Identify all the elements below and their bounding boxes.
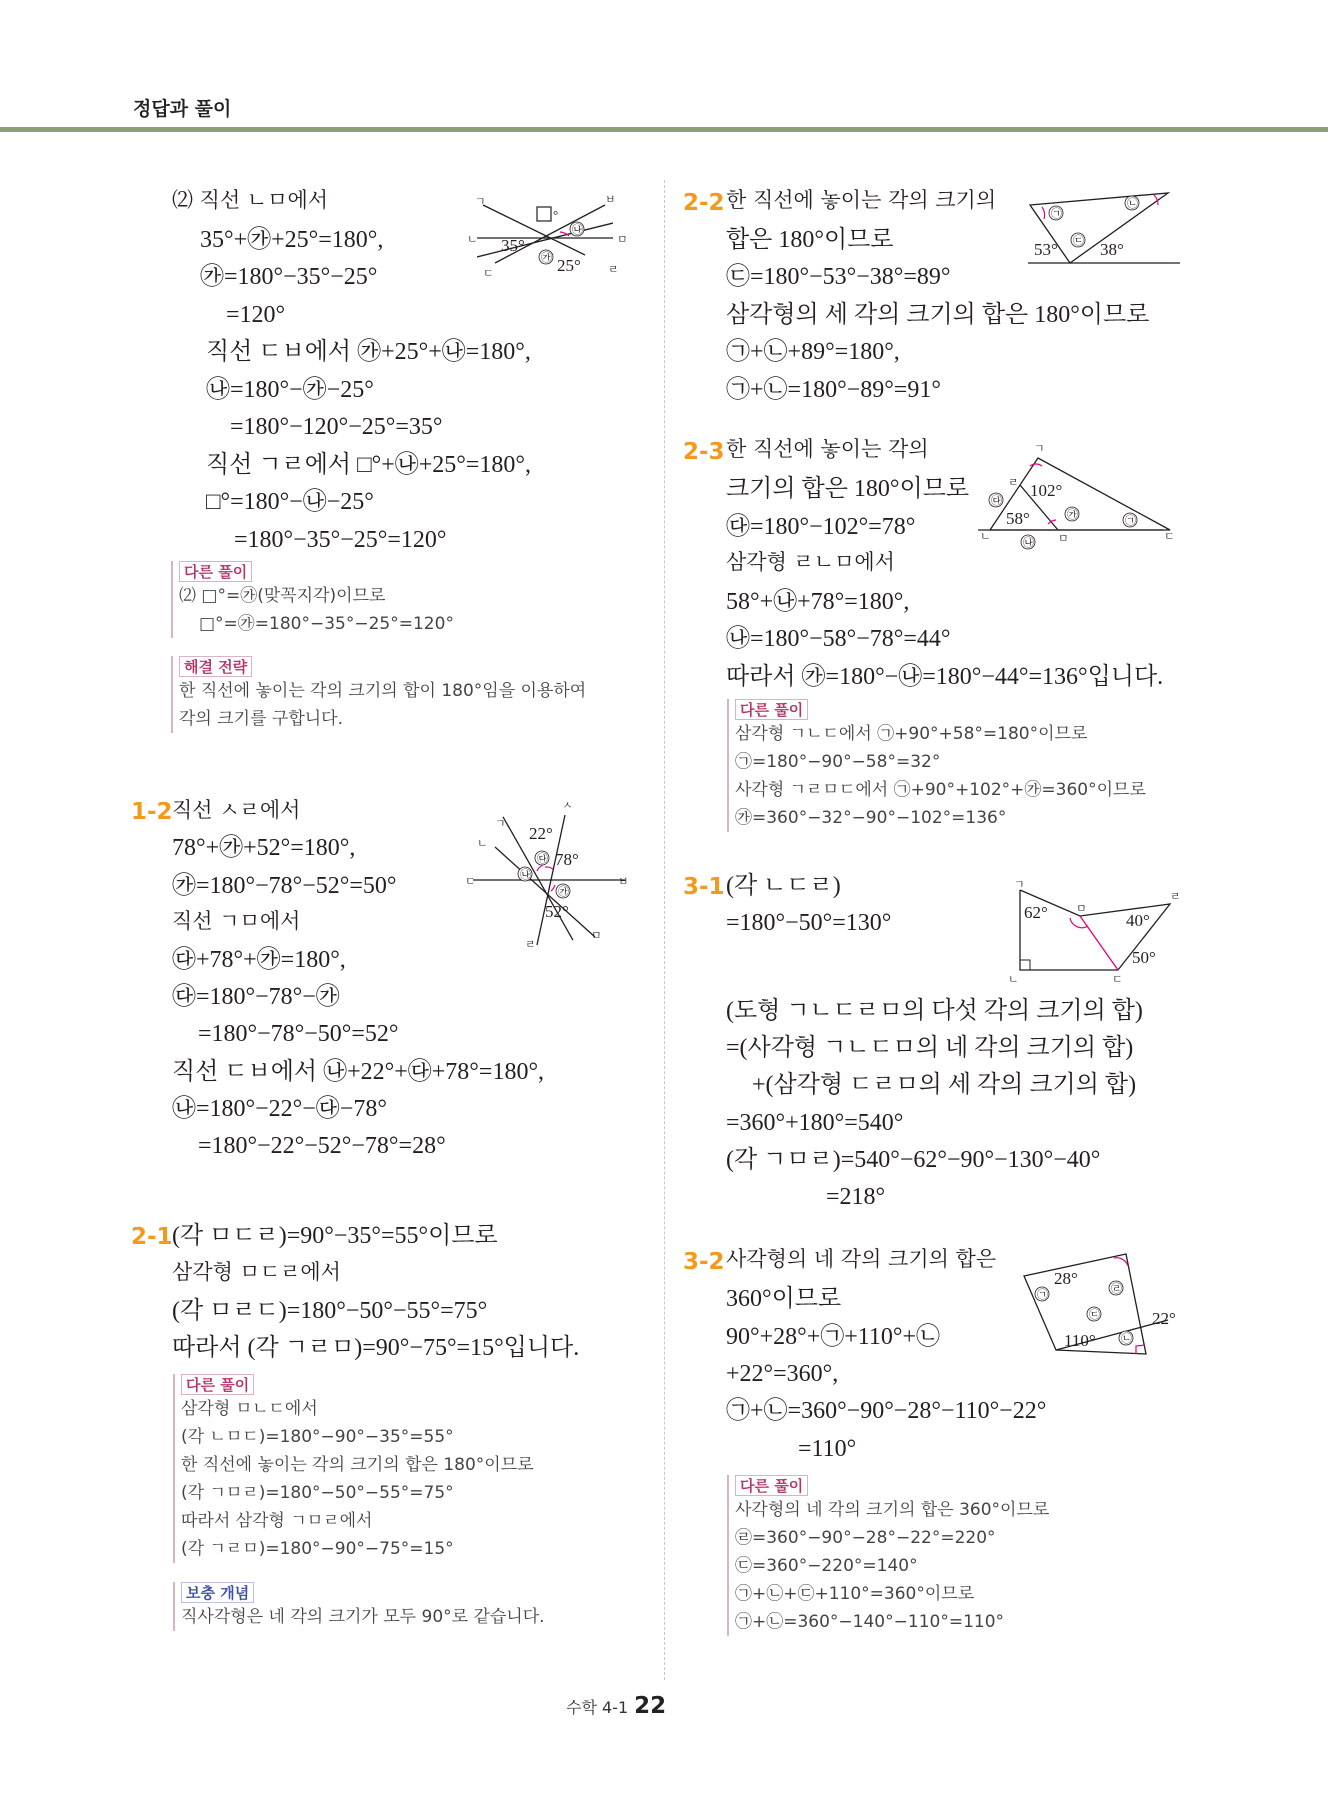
point-label: ㄴ	[467, 233, 478, 246]
point-label: ㅁ	[617, 233, 628, 246]
angle-marker: ㉯	[572, 223, 583, 236]
note-line: ⑵ □°=㉮(맞꼭지각)이므로	[179, 586, 386, 606]
note-line: ㉢=360°−220°=140°	[735, 1556, 918, 1576]
angle-marker: ㉣	[1111, 1282, 1122, 1295]
point-label: ㄴ	[477, 837, 488, 850]
angle-marker: ㉮	[541, 251, 552, 264]
solution-line: 78°+㉮+52°=180°,	[172, 835, 356, 861]
solution-line: ㉠+㉡+89°=180°,	[726, 339, 900, 365]
solution-line: ⑵ 직선 ㄴㅁ에서	[172, 188, 329, 212]
solution-line: =120°	[226, 302, 286, 328]
point-label: ㄹ	[1008, 476, 1019, 489]
solution-line: =180°−22°−52°−78°=28°	[198, 1133, 446, 1159]
point-label: ㄷ	[483, 267, 494, 280]
solution-line: ㉯=180°−㉮−25°	[206, 377, 374, 403]
solution-line: ㉰=180°−102°=78°	[726, 514, 916, 540]
solution-line: =180°−35°−25°=120°	[234, 527, 447, 553]
point-label: ㅁ	[1076, 902, 1087, 915]
unknown-angle-box	[537, 207, 551, 221]
solution-line: ㉯=180°−22°−㉰−78°	[172, 1096, 387, 1122]
page-number: 22	[634, 1693, 667, 1719]
angle-label: 58°	[1006, 509, 1030, 528]
note-line: (각 ㄴㅁㄷ)=180°−90°−35°=55°	[181, 1427, 454, 1447]
problem-number: 2-3	[683, 439, 725, 465]
angle-label: 78°	[555, 850, 579, 869]
solution-line: =360°+180°=540°	[726, 1110, 904, 1136]
angle-marker: ㉮	[558, 885, 569, 898]
note-line: 삼각형 ㄱㄴㄷ에서 ㉠+90°+58°=180°이므로	[735, 724, 1088, 744]
angle-marker: ㉡	[1127, 197, 1138, 210]
solution-line: 따라서 ㉮=180°−㉯=180°−44°=136°입니다.	[726, 664, 1164, 690]
problem-number: 3-2	[683, 1249, 725, 1275]
note-line: 삼각형 ㅁㄴㄷ에서	[181, 1399, 318, 1419]
angle-label: 62°	[1024, 903, 1048, 922]
point-label: ㄷ	[1164, 530, 1175, 543]
note-title: 해결 전략	[179, 656, 252, 677]
solution-line: +(삼각형 ㄷㄹㅁ의 세 각의 크기의 합)	[752, 1072, 1137, 1098]
angle-marker: ㉯	[520, 868, 531, 881]
solution-line: =180°−78°−50°=52°	[198, 1021, 399, 1047]
problem-number: 1-2	[131, 799, 173, 825]
note-title: 다른 풀이	[735, 699, 808, 720]
angle-marker: ㉠	[1051, 207, 1062, 220]
point-label: ㄱ	[1034, 442, 1045, 455]
angle-marker: ㉠	[1037, 1288, 1048, 1301]
note-line: ㉠+㉡=360°−140°−110°=110°	[735, 1612, 1005, 1632]
angle-marker: ㉡	[1121, 1332, 1132, 1345]
note-line: ㉣=360°−90°−28°−22°=220°	[735, 1528, 996, 1548]
point-label: ㅁ	[591, 929, 602, 942]
angle-marker: ㉢	[1073, 234, 1084, 247]
solution-line: 삼각형의 세 각의 크기의 합은 180°이므로	[726, 302, 1150, 328]
figure-pentagon-3-1	[1008, 880, 1183, 985]
note-strategy	[171, 656, 586, 733]
note-line: (각 ㄱㅁㄹ)=180°−50°−55°=75°	[181, 1483, 454, 1503]
solution-line: 삼각형 ㅁㄷㄹ에서	[172, 1260, 341, 1284]
page-header-title: 정답과 풀이	[133, 98, 232, 120]
point-label: ㄱ	[1014, 880, 1025, 891]
note-line: 한 직선에 놓이는 각의 크기의 합이 180°임을 이용하여	[179, 681, 587, 701]
angle-label: 110°	[1064, 1331, 1096, 1350]
solution-line: 한 직선에 놓이는 각의	[726, 437, 929, 461]
solution-line: =180°−50°=130°	[726, 910, 892, 936]
angle-label: 25°	[557, 256, 581, 275]
note-line: ㉮=360°−32°−90°−102°=136°	[735, 808, 1007, 828]
solution-line: 360°이므로	[726, 1286, 842, 1312]
note-supplement	[173, 1582, 545, 1631]
point-label: ㄴ	[1008, 973, 1019, 985]
solution-line: 크기의 합은 180°이므로	[726, 476, 970, 502]
angle-marker: ㉠	[1125, 514, 1136, 527]
figure-crossing-lines-1	[465, 185, 635, 285]
solution-line: =(사각형 ㄱㄴㄷㅁ의 네 각의 크기의 합)	[726, 1035, 1134, 1061]
note-line: 각의 크기를 구합니다.	[179, 709, 344, 729]
note-alternative-3	[727, 699, 1146, 832]
note-title: 보충 개념	[181, 1582, 254, 1603]
note-line: 직사각형은 네 각의 크기가 모두 90°로 같습니다.	[181, 1607, 545, 1627]
solution-line: ㉠+㉡=360°−90°−28°−110°−22°	[726, 1398, 1047, 1424]
solution-line: 35°+㉮+25°=180°,	[200, 227, 384, 253]
point-label: ㄹ	[525, 938, 536, 950]
angle-marker: ㉢	[1089, 1308, 1100, 1321]
solution-line: 직선 ㄷㅂ에서 ㉯+22°+㉰+78°=180°,	[172, 1059, 545, 1085]
note-line: 사각형의 네 각의 크기의 합은 360°이므로	[735, 1500, 1050, 1520]
solution-line: 직선 ㄷㅂ에서 ㉮+25°+㉯=180°,	[206, 339, 531, 365]
solution-line: +22°=360°,	[726, 1361, 839, 1387]
column-divider	[664, 180, 665, 1680]
solution-line: =218°	[826, 1184, 886, 1210]
problem-number: 3-1	[683, 874, 725, 900]
note-line: ㉠+㉡+㉢+110°=360°이므로	[735, 1584, 975, 1604]
point-label: ㄹ	[608, 263, 619, 276]
solution-line: (각 ㄱㅁㄹ)=540°−62°−90°−130°−40°	[726, 1147, 1101, 1173]
degree-mark: °	[553, 207, 559, 222]
problem-number: 2-2	[683, 190, 725, 216]
solution-line: =180°−120°−25°=35°	[230, 414, 443, 440]
solution-line: (각 ㅁㄷㄹ)=90°−35°=55°이므로	[172, 1223, 498, 1249]
angle-label: 53°	[1034, 240, 1058, 259]
figure-triangle-2-3	[978, 440, 1183, 550]
point-label: ㄹ	[1170, 890, 1181, 903]
solution-line: ㉮=180°−78°−52°=50°	[172, 873, 397, 899]
solution-line: 직선 ㄱㅁ에서	[172, 909, 301, 933]
figure-crossing-lines-2	[465, 795, 635, 950]
solution-line: 직선 ㅅㄹ에서	[172, 798, 301, 822]
angle-label: 52°	[545, 902, 569, 921]
solution-line: 직선 ㄱㄹ에서 □°+㉯+25°=180°,	[206, 452, 531, 478]
angle-marker: ㉯	[1023, 536, 1034, 549]
solution-line: 한 직선에 놓이는 각의 크기의	[726, 188, 997, 212]
solution-line: ㉢=180°−53°−38°=89°	[726, 264, 951, 290]
solution-line: ㉯=180°−58°−78°=44°	[726, 626, 951, 652]
point-label: ㅂ	[618, 875, 629, 888]
solution-line: 사각형의 네 각의 크기의 합은	[726, 1247, 997, 1271]
solution-line: =110°	[798, 1436, 857, 1462]
angle-label: 35°	[501, 236, 525, 255]
note-title: 다른 풀이	[181, 1374, 254, 1395]
solution-line: ㉰+78°+㉮=180°,	[172, 947, 346, 973]
point-label: ㄴ	[980, 530, 991, 543]
solution-line: 합은 180°이므로	[726, 227, 894, 253]
point-label: ㅅ	[562, 799, 573, 812]
angle-label: 22°	[1152, 1309, 1176, 1328]
note-line: 한 직선에 놓이는 각의 크기의 합은 180°이므로	[181, 1455, 534, 1475]
solution-line: 따라서 (각 ㄱㄹㅁ)=90°−75°=15°입니다.	[172, 1335, 580, 1361]
note-line: □°=㉮=180°−35°−25°=120°	[199, 614, 454, 634]
figure-triangle-2-2	[1028, 185, 1183, 270]
solution-line: (도형 ㄱㄴㄷㄹㅁ의 다섯 각의 크기의 합)	[726, 998, 1143, 1024]
point-label: ㅁ	[1058, 532, 1069, 545]
point-label: ㅂ	[605, 193, 616, 206]
solution-line: ㉮=180°−35°−25°	[200, 264, 378, 290]
solution-line: ㉠+㉡=180°−89°=91°	[726, 377, 941, 403]
point-label: ㄷ	[1112, 973, 1123, 985]
note-title: 다른 풀이	[735, 1475, 808, 1496]
angle-label: 102°	[1030, 481, 1063, 500]
solution-line: □°=180°−㉯−25°	[206, 489, 374, 515]
note-line: (각 ㄱㄹㅁ)=180°−90°−75°=15°	[181, 1539, 454, 1559]
angle-label: 28°	[1054, 1269, 1078, 1288]
angle-label: 22°	[529, 824, 553, 843]
figure-quadrilateral-3-2	[1018, 1250, 1183, 1365]
solution-line: (각 ㅁㄹㄷ)=180°−50°−55°=75°	[172, 1298, 488, 1324]
angle-marker: ㉮	[1067, 508, 1078, 521]
note-line: ㉠=180°−90°−58°=32°	[735, 752, 941, 772]
point-label: ㄱ	[495, 817, 506, 830]
header-divider	[0, 127, 1328, 132]
angle-marker: ㉰	[991, 494, 1002, 507]
note-line: 사각형 ㄱㄹㅁㄷ에서 ㉠+90°+102°+㉮=360°이므로	[735, 780, 1146, 800]
problem-number: 2-1	[131, 1224, 173, 1250]
point-label: ㄷ	[465, 875, 476, 888]
page-footer	[566, 1693, 666, 1719]
angle-label: 40°	[1126, 911, 1150, 930]
angle-marker: ㉰	[537, 852, 548, 865]
angle-label: 38°	[1100, 240, 1124, 259]
solution-line: (각 ㄴㄷㄹ)	[726, 873, 841, 899]
point-label: ㄱ	[475, 195, 486, 208]
solution-line: ㉰=180°−78°−㉮	[172, 984, 340, 1010]
note-alternative-2	[173, 1374, 534, 1563]
footer-subject: 수학 4-1	[566, 1698, 629, 1717]
note-alternative-4	[727, 1475, 1049, 1636]
note-title: 다른 풀이	[179, 561, 252, 582]
solution-line: 58°+㉯+78°=180°,	[726, 589, 910, 615]
angle-label: 50°	[1132, 948, 1156, 967]
note-alternative-1	[171, 561, 454, 638]
solution-line: 90°+28°+㉠+110°+㉡	[726, 1324, 941, 1350]
note-line: 따라서 삼각형 ㄱㅁㄹ에서	[181, 1511, 373, 1531]
solution-line: 삼각형 ㄹㄴㅁ에서	[726, 550, 895, 574]
